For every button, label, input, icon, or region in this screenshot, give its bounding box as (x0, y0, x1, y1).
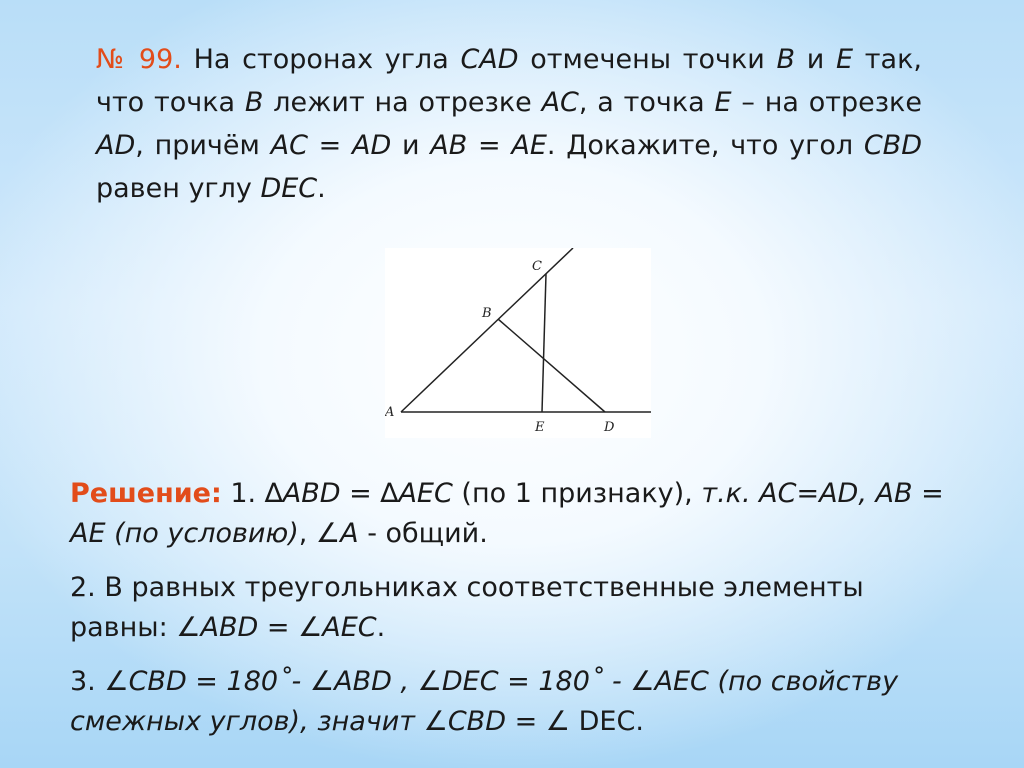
solution-label: Решение: (70, 478, 222, 509)
angle-dec: DEC (260, 173, 318, 204)
triangle-symbol: ∆ (264, 478, 283, 509)
period: . (376, 612, 386, 643)
point-e: E (836, 44, 854, 75)
expr-cbd: CBD = 180˚- (128, 666, 310, 697)
problem-text: и (391, 130, 431, 161)
equals: = (258, 612, 299, 643)
problem-text: = (467, 130, 512, 161)
angle-a: A (340, 518, 359, 549)
angle-symbol: ∠ (309, 666, 335, 697)
problem-text: равен углу (96, 173, 261, 204)
problem-text: лежит на отрезке (263, 87, 542, 118)
problem-text: . (317, 173, 326, 204)
angle-aec: AEC (322, 612, 377, 643)
segment-ad: AD (96, 130, 136, 161)
segment-ab: AB (430, 130, 468, 161)
angle-symbol: ∠ (298, 612, 323, 643)
angle-symbol: ∠ (417, 666, 442, 697)
segment-ce (542, 274, 546, 412)
expr-dec: DEC = 180˚ - (441, 666, 631, 697)
segment-ac: AC (270, 130, 308, 161)
label-c: C (532, 259, 542, 274)
problem-text: так, что точка (96, 44, 922, 118)
expr-aec-reason: AEC (по свойству смежных углов), значит (70, 666, 899, 737)
label-b: B (482, 306, 492, 321)
solution-step-2 (70, 568, 950, 648)
segment-ae: AE (511, 130, 547, 161)
equals: = (340, 478, 381, 509)
angle-symbol: ∠ (423, 706, 448, 737)
problem-text: – на отрезке (731, 87, 922, 118)
angle-symbol: ∠ (104, 666, 129, 697)
problem-statement (96, 38, 922, 210)
segment-ad: AD (352, 130, 392, 161)
problem-text: , причём (135, 130, 271, 161)
triangle-symbol: ∆ (380, 478, 399, 509)
step-number: 3. (70, 666, 105, 697)
reason-text: (по 1 признаку), (452, 478, 702, 509)
step-number: 1. (221, 478, 265, 509)
problem-text: . Докажите, что угол (546, 130, 864, 161)
problem-text: На сторонах угла (193, 44, 461, 75)
problem-text: = (307, 130, 353, 161)
triangle-aec: AEC (398, 478, 453, 509)
point-b: B (776, 44, 796, 75)
point-e: E (714, 87, 732, 118)
segment-bd (498, 319, 605, 412)
comma: , (298, 518, 316, 549)
problem-text: отмечены точки (518, 44, 777, 75)
angle-abd: ABD (200, 612, 259, 643)
angle-symbol: ∠ (630, 666, 655, 697)
expr-dec-conclusion: DEC (570, 706, 636, 737)
label-d: D (604, 420, 615, 435)
angle-cad: CAD (460, 44, 519, 75)
figure-svg (385, 248, 651, 438)
ray-ac (401, 248, 573, 412)
solution-step-3 (70, 662, 950, 742)
angle-cbd: CBD (863, 130, 922, 161)
problem-text: , а точка (578, 87, 715, 118)
solution-step-1 (70, 474, 950, 554)
angle-symbol: ∠ (315, 518, 341, 549)
period: . (635, 706, 644, 737)
label-a: A (385, 405, 395, 420)
expr-abd: ABD , (334, 666, 418, 697)
condition-text: т.к. AC=AD, AB = AE (по условию) (70, 478, 944, 549)
geometry-figure (385, 248, 651, 438)
expr-cbd-conclusion: CBD = (447, 706, 546, 737)
problem-text: и (795, 44, 837, 75)
angle-symbol: ∠ (176, 612, 201, 643)
common-text: - общий. (358, 518, 488, 549)
point-b: B (244, 87, 264, 118)
solution-block (70, 474, 950, 756)
angle-symbol: ∠ (545, 706, 571, 737)
problem-number: № 99. (96, 44, 182, 75)
label-e: E (535, 420, 545, 435)
triangle-abd: ABD (282, 478, 341, 509)
step-2-text: 2. В равных треугольниках соответственные элементы равны: (70, 572, 864, 643)
segment-ac: AC (541, 87, 579, 118)
